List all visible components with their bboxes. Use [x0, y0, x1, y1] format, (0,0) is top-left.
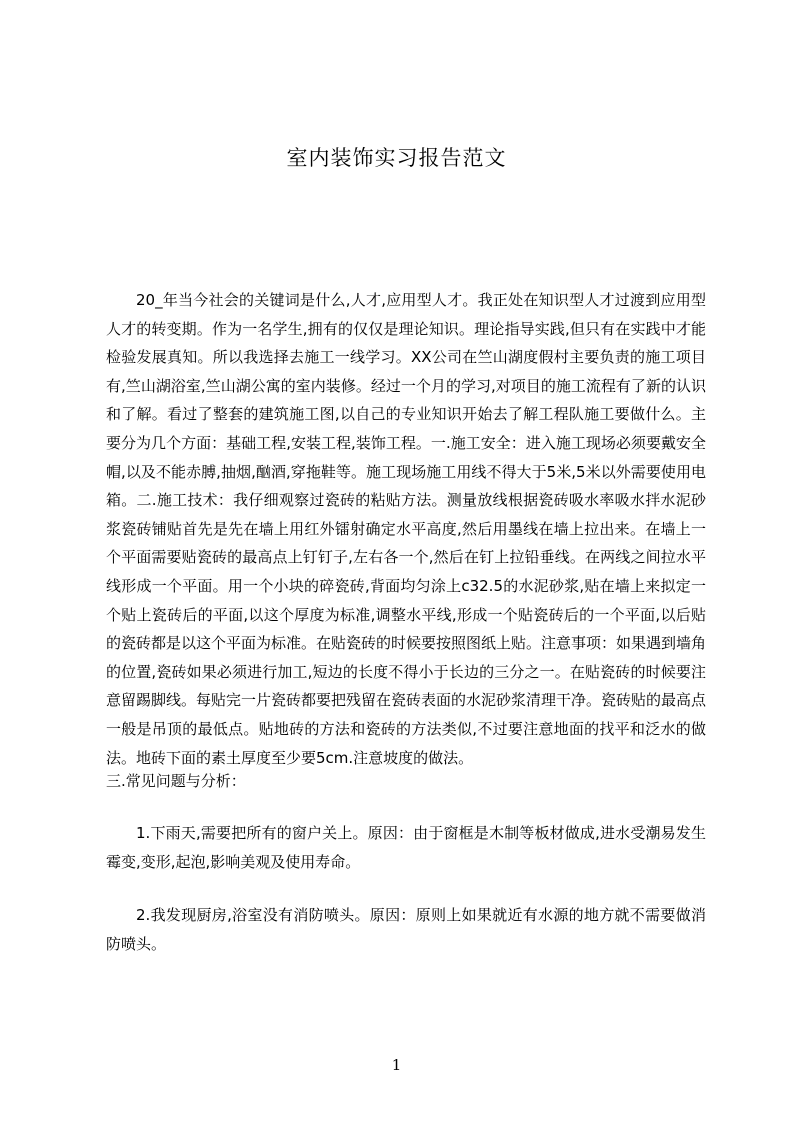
- section-heading-common-problems: 三.常见问题与分析：: [106, 772, 246, 790]
- body-paragraph-main: 20_年当今社会的关键词是什么,人才,应用型人才。我正处在知识型人才过渡到应用型人才的转变期。作为一名学生,拥有的仅仅是理论知识。理论指导实践,但只有在实践中才能检验发展真知。所以我选择去施工一线学习。XX公司在竺山湖度假村主要负责的施工项目有,竺山湖浴室,竺山湖公寓的室内装修。经过一个月的学习,对项目的施工流程有了新的认识和了解。看过了整套的建筑施工图,以自己的专业知识开始去了解工程队施工要做什么。主要分为几个方面：基础工程,安装工程,装饰工程。一.施工安全：进入施工现场必须要戴安全帽,以及不能赤膊,抽烟,酗酒,穿拖鞋等。施工现场施工用线不得大于5米,5米以外需要使用电箱。二.施工技术：我仔细观察过瓷砖的粘贴方法。测量放线根据瓷砖吸水率吸水拌水泥砂浆瓷砖铺贴首先是先在墙上用红外镭射确定水平高度,然后用墨线在墙上拉出来。在墙上一个平面需要贴瓷砖的最高点上钉钉子,左右各一个,然后在钉上拉铅垂线。在两线之间拉水平线形成一个平面。用一个小块的碎瓷砖,背面均匀涂上c32.5的水泥砂浆,贴在墙上来拟定一个贴上瓷砖后的平面,以这个厚度为标准,调整水平线,形成一个贴瓷砖后的一个平面,以后贴的瓷砖都是以这个平面为标准。在贴瓷砖的时候要按照图纸上贴。注意事项：如果遇到墙角的位置,瓷砖如果必须进行加工,短边的长度不得小于长边的三分之一。在贴瓷砖的时候要注意留踢脚线。每贴完一片瓷砖都要把残留在瓷砖表面的水泥砂浆清理干净。瓷砖贴的最高点一般是吊顶的最低点。贴地砖的方法和瓷砖的方法类似,不过要注意地面的找平和泛水的做法。地砖下面的素土厚度至少要5cm.注意坡度的做法。: [106, 291, 707, 767]
- problem-item-2: 2.我发现厨房,浴室没有消防喷头。原因：原则上如果就近有水源的地方就不需要做消防喷头。: [106, 906, 706, 953]
- page-number: 1: [391, 1056, 402, 1074]
- problem-item-1: 1.下雨天,需要把所有的窗户关上。原因：由于窗框是木制等板材做成,进水受潮易发生霉变,变形,起泡,影响美观及使用寿命。: [106, 824, 706, 871]
- document-title: 室内装饰实习报告范文: [286, 146, 507, 170]
